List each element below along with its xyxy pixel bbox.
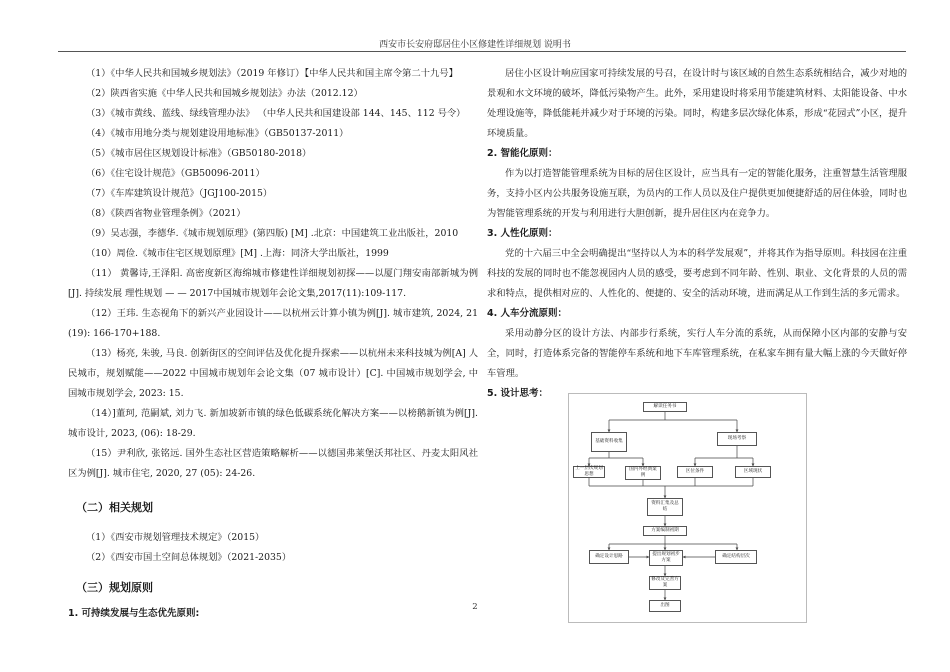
reference-2: （2）陕西省实施《中华人民共和国城乡规划法》办法（2012.12） bbox=[86, 88, 363, 99]
flow-design-concept-box: 确定设计思路 bbox=[589, 550, 629, 564]
flow-output-box: 出图 bbox=[649, 600, 681, 612]
header-rule bbox=[58, 51, 906, 52]
reference-7: （7）《车库建筑设计规范》（JGJ100-2015） bbox=[86, 188, 273, 199]
reference-4: （4）《城市用地分类与规划建设用地标准》（GB50137-2011） bbox=[86, 128, 349, 139]
right-column bbox=[487, 64, 907, 404]
flow-status-box: 区域现状 bbox=[735, 466, 771, 478]
page-number: 2 bbox=[472, 602, 478, 612]
flow-proposal-box: 提出规划初步方案 bbox=[649, 550, 683, 566]
reference-15: （15）尹利欣, 张铭远. 国外生态社区营造策略解析——以德国弗莱堡沃邦社区、丹麦太阳风社区为例[J]. 城市住宅, 2020, 27 (05): 24-26. bbox=[68, 448, 478, 479]
flow-survey-box: 现场考察 bbox=[717, 432, 757, 446]
reference-8: （8）《陕西省物业管理条例》（2021） bbox=[86, 208, 246, 219]
reference-1: （1）《中华人民共和国城乡规划法》（2019 年修订）【中华人民共和国主席令第二十九号】 bbox=[86, 68, 458, 79]
running-header: 西安市长安府邸居住小区修建性详细规划 说明书 bbox=[379, 40, 571, 50]
reference-6: （6）《住宅设计规范》（GB50096-2011） bbox=[86, 168, 265, 179]
principle-2-body: 作为以打造智能管理系统为目标的居住区设计，应当具有一定的智能化服务，注重智慧生活管理服务，支持小区内公共服务设施互联，为员内的工作人员以及住户提供更加便捷舒适的居住体验，同时也为智能管理系统的开发与利用进行大胆创新，提升居住区内在竞争力。 bbox=[487, 168, 907, 219]
principle-3-title: 3. 人性化原则： bbox=[487, 228, 558, 239]
flow-structure-box: 确定结构层次 bbox=[715, 550, 757, 564]
principle-3-body: 党的十六届三中全会明确提出“坚持以人为本的科学发展观”，并将其作为指导原则。科技园在注重科技的发展的同时也不能忽视园内人员的感受，要考虑到不同年龄、性别、职业、文化背景的人员的需求和特点，提供相对应的、人性化的、便捷的、安全的活动环境，进而满足从工作到生活的多元需求。 bbox=[487, 248, 907, 299]
reference-14: （14）]董珂, 范嗣斌, 刘力飞. 新加坡新市镇的绿色低碳系统化解决方案——以榜鹅新镇为例[J]. 城市设计, 2023, (06): 18-29. bbox=[68, 408, 478, 439]
related-plan-2: （2）《西安市国土空间总体规划》（2021-2035） bbox=[86, 552, 292, 563]
related-plan-1: （1）《西安市规划管理技术规定》（2015） bbox=[86, 532, 265, 543]
reference-5: （5）《城市居住区规划设计标准》（GB50180-2018） bbox=[86, 148, 312, 159]
design-flowchart bbox=[568, 393, 807, 623]
flow-collect-box: 基础资料收集 bbox=[591, 432, 627, 452]
reference-9: （9）吴志强，李德华.《城市规划原理》(第四版) [M] .北京：中国建筑工业出版社，2010 bbox=[86, 228, 459, 239]
flow-location-box: 区位条件 bbox=[677, 466, 713, 478]
reference-12: （12）王玮. 生态视角下的新兴产业园设计——以杭州云计算小镇为例[J]. 城市建筑, 2024, 21 (19): 166-170+188. bbox=[68, 308, 478, 339]
left-column bbox=[68, 64, 478, 624]
reference-13: （13）杨亮, 朱骏, 马良. 创新街区的空间评估及优化提升探索——以杭州未来科技城为例[A] 人民城市，规划赋能——2022 中国城市规划年会论文集（07 城市设计）[C]. 中国城市规划学会, 中国城市规划学会, 2023: 15. bbox=[68, 348, 478, 399]
reference-3: （3）《城市黄线、蓝线、绿线管理办法》 （中华人民共和国建设部 144、145、112 号令） bbox=[86, 108, 466, 119]
flow-summary-box: 资料汇集及总结 bbox=[647, 498, 683, 516]
flow-domestic-box: 国内外经典案例 bbox=[625, 466, 661, 480]
principle-1-body: 居住小区设计响应国家可持续发展的号召，在设计时与该区域的自然生态系统相结合，减少对地的景观和水文环境的破坏，降低污染物产生。此外，采用建设时将采用节能建筑材料、太阳能设备、中水处理设施等，降低能耗并减少对于环境的污染。同时，构建多层次绿化体系，形成“花园式”小区，提升环境质量。 bbox=[487, 68, 907, 139]
flow-draft-box: 方案编制初期 bbox=[643, 526, 687, 536]
flowchart-connectors bbox=[569, 394, 806, 622]
reference-11: （11） 黄馨诗,王泽阳. 高密度新区海绵城市修建性详细规划初探——以厦门翔安南部新城为例[J]. 持续发展 理性规划 — — 2017中国城市规划年会论文集,2017(11):109-117. bbox=[68, 268, 478, 299]
flow-revise-box: 修改及完善方案 bbox=[649, 576, 681, 590]
flow-upper-plan-box: 上一层次规划思想 bbox=[573, 466, 605, 478]
principle-4-title: 4. 人车分流原则： bbox=[487, 308, 568, 319]
principle-2-title: 2. 智能化原则： bbox=[487, 148, 558, 159]
principle-4-body: 采用动静分区的设计方法、内部步行系统，实行人车分流的系统，从而保障小区内部的安静与安全，同时，打造体系完备的智能停车系统和地下车库管理系统，在私家车拥有量大幅上涨的今天做好停车管理。 bbox=[487, 328, 907, 379]
section-principles-title: （三）规划原则 bbox=[76, 581, 153, 594]
section-related-plans-title: （二）相关规划 bbox=[76, 501, 153, 514]
flow-start-box: 解读任务书 bbox=[643, 402, 687, 412]
principle-1-title: 1. 可持续发展与生态优先原则: bbox=[68, 608, 200, 619]
reference-10: （10）周俭.《城市住宅区规划原理》[M] .上海：同济大学出版社，1999 bbox=[86, 248, 389, 259]
principle-5-title: 5. 设计思考： bbox=[487, 388, 549, 399]
